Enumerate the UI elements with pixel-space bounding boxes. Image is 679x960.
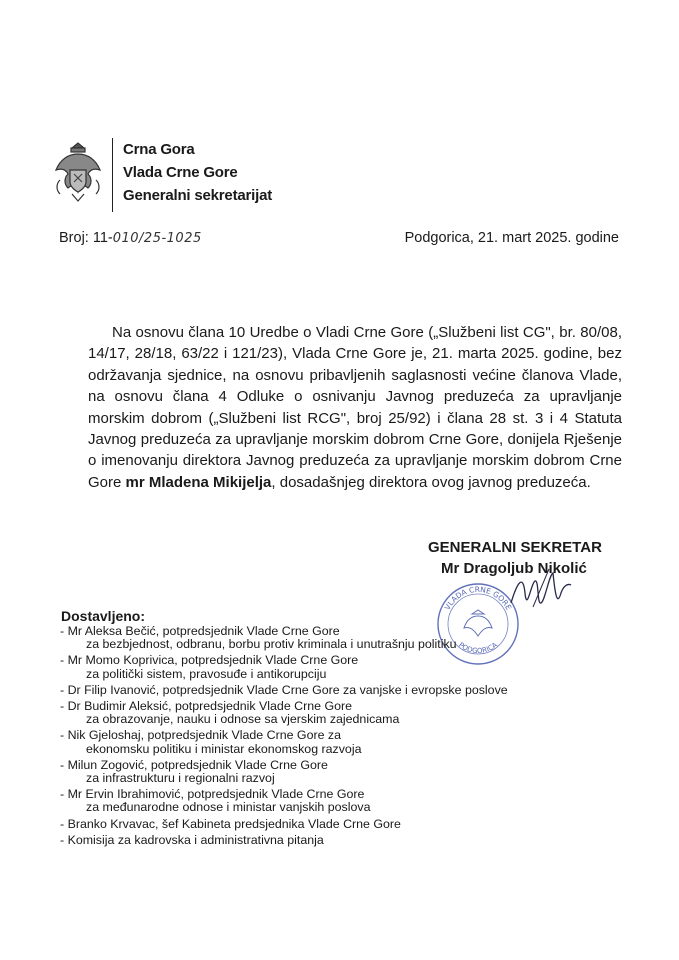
header-country: Crna Gora <box>123 141 195 158</box>
header-department: Generalni sekretarijat <box>123 187 273 204</box>
distribution-list <box>60 625 620 850</box>
signatory-name: Mr Dragoljub Nikolić <box>441 560 587 577</box>
list-item: - Dr Budimir Aleksić, potpredsjednik Vlade Crne Gore za obrazovanje, nauku i odnose sa vjerskim zajednicama <box>60 700 620 726</box>
document-date: Podgorica, 21. mart 2025. godine <box>404 230 619 246</box>
body-paragraph <box>88 322 622 493</box>
body-part1: Na osnovu člana 10 Uredbe o Vladi Crne Gore („Službeni list CG", br. 80/08, 14/17, 28/18, 63/22 i 121/23), Vlada Crne Gore je, 21. marta 2025. godine, bez održavanja sjednice, na osnovu pribavljenih saglasnosti većine članova Vlade, na osnovu člana 4 Odluke o osnivanju Javnog preduzeća za upravljanje morskim dobrom („Službeni list RCG", broj 25/92) i člana 28 st. 3 i 4 Statuta Javnog preduzeća za upravljanje morskim dobrom Crne Gore, donijela Rješenje o imenovanju direktora Javnog preduzeća za upravljanje morskim dobrom Crne Gore <box>88 324 622 491</box>
list-item: - Mr Momo Koprivica, potpredsjednik Vlade Crne Gore za politički sistem, pravosuđe i antikorupciju <box>60 654 620 680</box>
reference-number <box>59 230 202 246</box>
reference-label: Broj: 11- <box>59 230 113 246</box>
list-item: - Nik Gjeloshaj, potpredsjednik Vlade Crne Gore za ekonomsku politiku i ministar ekonomskog razvoja <box>60 729 620 755</box>
list-item: - Milun Zogović, potpredsjednik Vlade Crne Gore za infrastrukturu i regionalni razvoj <box>60 759 620 785</box>
body-part2: , dosadašnjeg direktora ovog javnog preduzeća. <box>271 473 591 491</box>
coat-of-arms-icon <box>50 140 106 204</box>
reference-handwritten: 010/25-1025 <box>112 231 202 246</box>
stamp-text-top: VLADA CRNE GORE <box>442 584 514 612</box>
list-item: - Branko Krvavac, šef Kabineta predsjednika Vlade Crne Gore <box>60 818 620 831</box>
list-item: - Mr Ervin Ibrahimović, potpredsjednik Vlade Crne Gore za međunarodne odnose i ministar vanjskih poslova <box>60 788 620 814</box>
header-divider <box>112 138 113 212</box>
list-item: - Mr Aleksa Bečić, potpredsjednik Vlade Crne Gore za bezbjednost, odbranu, borbu protiv kriminala i unutrašnju politiku <box>60 625 620 651</box>
list-item: - Dr Filip Ivanović, potpredsjednik Vlade Crne Gore za vanjske i evropske poslove <box>60 684 620 697</box>
stamp-text-bottom: PODGORICA <box>457 640 499 656</box>
list-item: - Komisija za kadrovska i administrativna pitanja <box>60 834 620 847</box>
signatory-title: GENERALNI SEKRETAR <box>428 539 602 556</box>
distribution-title: Dostavljeno: <box>61 608 146 624</box>
body-bold-name: mr Mladena Mikijelja <box>125 473 272 491</box>
header-government: Vlada Crne Gore <box>123 164 238 181</box>
